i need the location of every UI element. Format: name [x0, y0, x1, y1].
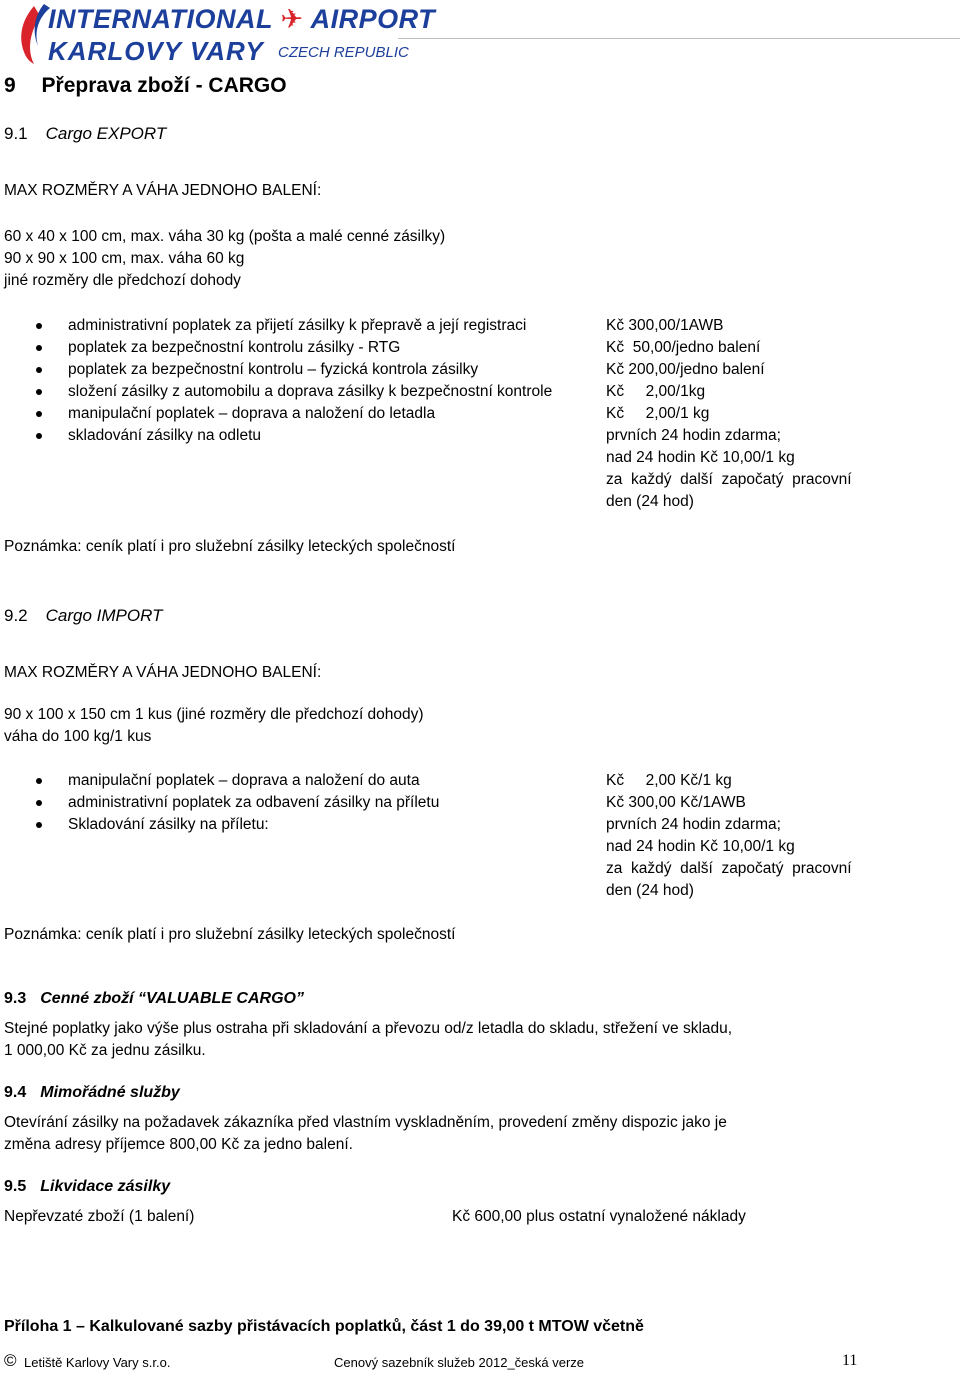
special-number: 9.4 — [4, 1084, 27, 1101]
export-title: Cargo EXPORT — [45, 124, 167, 143]
logo-airport: AIRPORT — [310, 4, 436, 34]
fee-price: Kč 2,00/1 kg — [606, 405, 710, 422]
bullet-icon — [36, 822, 42, 828]
bullet-icon — [36, 389, 42, 395]
section-title-text: Přeprava zboží - CARGO — [41, 74, 287, 97]
bullet-icon — [36, 367, 42, 373]
header-divider — [398, 38, 960, 39]
valuable-title: Cenné zboží “VALUABLE CARGO” — [40, 990, 304, 1007]
page-number: 11 — [842, 1352, 858, 1369]
fee-price: prvních 24 hodin zdarma; — [606, 816, 781, 833]
valuable-text-2: 1 000,00 Kč za jednu zásilku. — [4, 1042, 206, 1059]
liquidation-label: Nepřevzaté zboží (1 balení) — [4, 1208, 195, 1225]
logo-line2: KARLOVY VARY — [48, 36, 264, 66]
special-text-2: změna adresy příjemce 800,00 Kč za jedno balení. — [4, 1136, 353, 1153]
fee-price: Kč 50,00/jedno balení — [606, 339, 761, 356]
fee-label: manipulační poplatek – doprava a naložení do auta — [68, 772, 420, 789]
special-text-1: Otevírání zásilky na požadavek zákazníka před vlastním vyskladněním, provedení změny dispozic jako je — [4, 1114, 727, 1131]
export-note: Poznámka: ceník platí i pro služební zásilky leteckých společností — [4, 538, 456, 555]
logo-line1 — [48, 4, 435, 35]
import-title: Cargo IMPORT — [45, 606, 163, 625]
section-number: 9 — [4, 74, 16, 97]
bullet-icon — [36, 411, 42, 417]
fee-price: prvních 24 hodin zdarma; — [606, 427, 781, 444]
bullet-icon — [36, 800, 42, 806]
fee-label: administrativní poplatek za přijetí zásilky k přepravě a její registraci — [68, 317, 527, 334]
logo-plane-icon: ✈ — [280, 4, 304, 34]
footer-document: Cenový sazebník služeb 2012_česká verze — [334, 1355, 585, 1370]
valuable-heading — [4, 990, 304, 1008]
logo-international: INTERNATIONAL — [48, 4, 273, 34]
footer-company: Letiště Karlovy Vary s.r.o. — [24, 1355, 171, 1370]
export-dim-1: 60 x 40 x 100 cm, max. váha 30 kg (pošta a malé cenné zásilky) — [4, 228, 446, 245]
import-heading — [4, 606, 162, 626]
fee-price: Kč 200,00/jedno balení — [606, 361, 765, 378]
fee-label: poplatek za bezpečnostní kontrolu zásilky - RTG — [68, 339, 401, 356]
logo-czech-republic: CZECH REPUBLIC — [278, 44, 409, 61]
liquidation-number: 9.5 — [4, 1178, 27, 1195]
fee-label: manipulační poplatek – doprava a naložení do letadla — [68, 405, 436, 422]
fee-price: Kč 300,00 Kč/1AWB — [606, 794, 746, 811]
bullet-icon — [36, 345, 42, 351]
bullet-icon — [36, 778, 42, 784]
fee-price: Kč 2,00/1kg — [606, 383, 706, 400]
liquidation-title: Likvidace zásilky — [40, 1178, 171, 1195]
liquidation-price: Kč 600,00 plus ostatní vynaložené náklady — [452, 1208, 746, 1225]
import-number: 9.2 — [4, 606, 28, 625]
fee-price-line: za každý další započatý pracovní — [606, 471, 852, 488]
import-max-heading: MAX ROZMĚRY A VÁHA JEDNOHO BALENÍ: — [4, 664, 322, 681]
fee-label: poplatek za bezpečnostní kontrolu – fyzická kontrola zásilky — [68, 361, 479, 378]
fee-price: Kč 2,00 Kč/1 kg — [606, 772, 732, 789]
export-dim-3: jiné rozměry dle předchozí dohody — [4, 272, 241, 289]
fee-label: skladování zásilky na odletu — [68, 427, 262, 444]
section-title — [4, 74, 287, 98]
special-title: Mimořádné služby — [40, 1084, 180, 1101]
fee-price-line: za každý další započatý pracovní — [606, 860, 852, 877]
bullet-icon — [36, 433, 42, 439]
airport-logo — [0, 0, 436, 70]
export-dim-2: 90 x 90 x 100 cm, max. váha 60 kg — [4, 250, 245, 267]
fee-price-line: nad 24 hodin Kč 10,00/1 kg — [606, 838, 795, 855]
import-dim-1: 90 x 100 x 150 cm 1 kus (jiné rozměry dle předchozí dohody) — [4, 706, 424, 723]
fee-price-line: nad 24 hodin Kč 10,00/1 kg — [606, 449, 795, 466]
fee-price: Kč 300,00/1AWB — [606, 317, 724, 334]
export-number: 9.1 — [4, 124, 28, 143]
appendix-heading: Příloha 1 – Kalkulované sazby přistávacích poplatků, část 1 do 39,00 t MTOW včetně — [4, 1318, 644, 1335]
fee-label: Skladování zásilky na příletu: — [68, 816, 269, 833]
import-dim-2: váha do 100 kg/1 kus — [4, 728, 152, 745]
import-note: Poznámka: ceník platí i pro služební zásilky leteckých společností — [4, 926, 456, 943]
bullet-icon — [36, 323, 42, 329]
liquidation-heading — [4, 1178, 170, 1196]
copyright-icon: © — [4, 1351, 17, 1370]
fee-label: administrativní poplatek za odbavení zásilky na příletu — [68, 794, 440, 811]
fee-price-line: den (24 hod) — [606, 493, 694, 510]
export-max-heading: MAX ROZMĚRY A VÁHA JEDNOHO BALENÍ: — [4, 182, 322, 199]
export-heading — [4, 124, 166, 144]
valuable-text-1: Stejné poplatky jako výše plus ostraha při skladování a převozu od/z letadla do skladu, střežení ve skladu, — [4, 1020, 733, 1037]
special-heading — [4, 1084, 180, 1102]
fee-label: složení zásilky z automobilu a doprava zásilky k bezpečnostní kontrole — [68, 383, 553, 400]
valuable-number: 9.3 — [4, 990, 27, 1007]
fee-price-line: den (24 hod) — [606, 882, 694, 899]
